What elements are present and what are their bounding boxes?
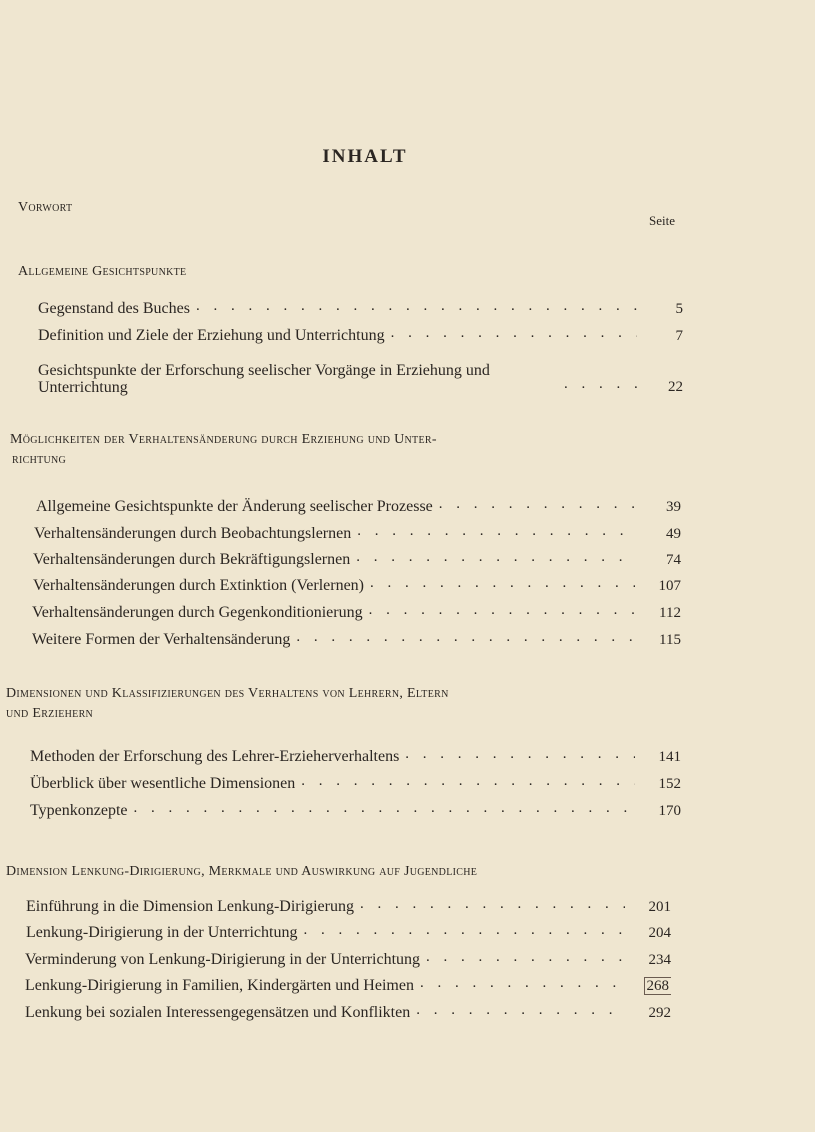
toc-entry-text: Verhaltensänderungen durch Beobachtungslernen [34,525,352,542]
section-title: Möglichkeiten der Verhaltensänderung durch Erziehung und Unter- [10,432,437,447]
toc-entry-text: Definition und Ziele der Erziehung und Unterrichtung [38,327,385,344]
toc-entry-text: Lenkung-Dirigierung in der Unterrichtung [26,924,298,941]
toc-entry-page: 5 [675,301,683,317]
toc-entry-page: 292 [648,1005,671,1021]
toc-entry [33,573,681,595]
leader-dots [296,629,635,646]
leader-dots [196,298,637,315]
leader-dots [303,922,625,939]
toc-entry [30,798,681,820]
toc-entry [25,973,671,995]
toc-entry-page: 39 [666,499,681,515]
toc-entry-text: Gegenstand des Buches [38,300,190,317]
toc-entry [32,600,681,622]
leader-dots [134,800,635,817]
leader-dots [416,1002,625,1019]
section-title: Dimension Lenkung-Dirigierung, Merkmale und Auswirkung auf Jugendliche [6,864,478,879]
toc-entry-page: 170 [658,803,681,819]
section-title: Allgemeine Gesichtspunkte [18,264,187,279]
page-column-header: Seite [649,213,675,228]
leader-dots [370,575,635,592]
leader-dots [356,549,635,566]
toc-entry [38,352,683,396]
toc-entry-page: 112 [659,605,681,621]
toc-entry-text: Weitere Formen der Verhaltensänderung [32,631,291,648]
leader-dots [357,523,635,540]
section-vorwort: Vorwort [18,200,73,215]
toc-entry [30,744,681,766]
leader-dots [420,975,625,992]
toc-entry [33,547,681,569]
toc-entry-page: 115 [659,632,681,648]
toc-entry-page: 49 [666,526,681,542]
toc-entry-page: 204 [648,925,671,941]
leader-dots [405,746,635,763]
toc-entry-text: Überblick über wesentliche Dimensionen [30,775,296,792]
toc-entry [26,920,671,942]
toc-entry-page: 22 [668,379,683,395]
leader-dots [564,376,637,393]
toc-entry [32,627,681,649]
toc-entry-page: 74 [666,552,681,568]
toc-entry-text: Methoden der Erforschung des Lehrer-Erzieherverhaltens [30,748,400,765]
toc-entry-text: Verminderung von Lenkung-Dirigierung in der Unterrichtung [25,951,421,968]
toc-entry-text: Gesichtspunkte der Erforschung seelischer Vorgänge in Erziehung und Unterrichtung [38,362,490,396]
toc-entry-text: Verhaltensänderungen durch Bekräftigungslernen [33,551,351,568]
leader-dots [360,896,625,913]
leader-dots [426,949,625,966]
section-title-continued: richtung [12,452,67,467]
toc-entry-text: Typenkonzepte [30,802,128,819]
toc-entry-text: Einführung in die Dimension Lenkung-Dirigierung [26,898,354,915]
toc-entry [26,894,671,916]
toc-entry-page: 141 [658,749,681,765]
section-title-continued: und Erziehern [6,706,94,721]
toc-entry [25,1000,671,1022]
leader-dots [391,325,637,342]
leader-dots [369,602,635,619]
highlighted-page-number: 268 [644,977,672,995]
toc-entry-page [631,978,671,995]
toc-entry [34,521,681,543]
toc-entry-text: Verhaltensänderungen durch Extinktion (Verlernen) [33,577,364,594]
toc-entry [36,494,681,516]
toc-entry-text: Allgemeine Gesichtspunkte der Änderung seelischer Prozesse [36,498,433,515]
leader-dots [439,496,635,513]
leader-dots [301,773,635,790]
toc-entry [30,771,681,793]
toc-entry-text: Verhaltensänderungen durch Gegenkonditionierung [32,604,363,621]
toc-entry-page: 7 [675,328,683,344]
toc-entry [38,323,683,345]
toc-entry [38,296,683,318]
toc-entry-page: 201 [648,899,671,915]
toc-entry-text: Lenkung bei sozialen Interessengegensätzen und Konflikten [25,1004,411,1021]
page-title: INHALT [322,146,408,167]
toc-entry-page: 152 [658,776,681,792]
toc-entry-page: 107 [658,578,681,594]
section-title: Dimensionen und Klassifizierungen des Verhaltens von Lehrern, Eltern [6,686,449,701]
toc-entry [25,947,671,969]
toc-entry-text: Lenkung-Dirigierung in Familien, Kindergärten und Heimen [25,977,414,994]
toc-entry-page: 234 [648,952,671,968]
